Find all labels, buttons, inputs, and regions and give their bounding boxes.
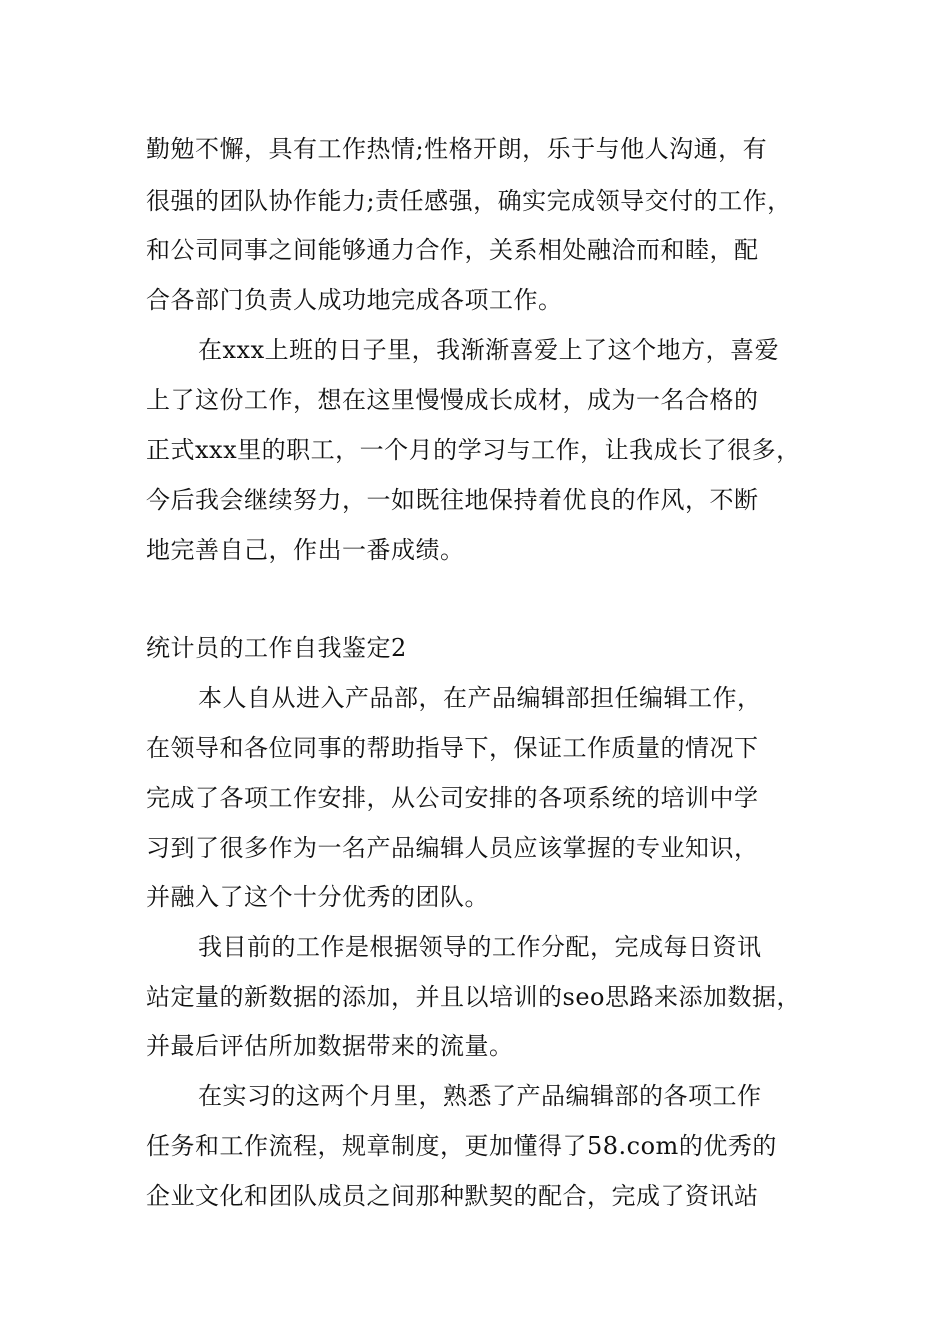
paragraph-line: 很强的团队协作能力;责任感强，确实完成领导交付的工作， (146, 187, 792, 215)
paragraph-line: 我目前的工作是根据领导的工作分配，完成每日资讯 (198, 933, 762, 961)
paragraph-line: 上了这份工作，想在这里慢慢成长成材，成为一名合格的 (146, 386, 759, 414)
paragraph-line: 在实习的这两个月里，熟悉了产品编辑部的各项工作 (198, 1082, 762, 1110)
paragraph-line: 在领导和各位同事的帮助指导下，保证工作质量的情况下 (146, 734, 759, 762)
section-heading: 统计员的工作自我鉴定2 (146, 634, 407, 662)
paragraph-line: 正式xxx里的职工，一个月的学习与工作，让我成长了很多， (146, 436, 801, 464)
paragraph-line: 勤勉不懈，具有工作热情;性格开朗，乐于与他人沟通，有 (146, 135, 768, 163)
paragraph-line: 合各部门负责人成功地完成各项工作。 (146, 286, 563, 314)
paragraph-line: 和公司同事之间能够通力合作，关系相处融洽而和睦，配 (146, 236, 759, 264)
paragraph-line: 本人自从进入产品部，在产品编辑部担任编辑工作， (198, 684, 762, 712)
paragraph-line: 今后我会继续努力，一如既往地保持着优良的作风，不断 (146, 486, 759, 514)
paragraph-line: 企业文化和团队成员之间那种默契的配合，完成了资讯站 (146, 1182, 759, 1210)
paragraph-line: 习到了很多作为一名产品编辑人员应该掌握的专业知识， (146, 834, 759, 862)
paragraph-line: 并最后评估所加数据带来的流量。 (146, 1032, 514, 1060)
paragraph-line: 站定量的新数据的添加，并且以培训的seo思路来添加数据， (146, 983, 801, 1011)
paragraph-line: 在xxx上班的日子里，我渐渐喜爱上了这个地方，喜爱 (198, 336, 780, 364)
paragraph-line: 地完善自己，作出一番成绩。 (146, 536, 465, 564)
paragraph-line: 任务和工作流程，规章制度，更加懂得了58.com的优秀的 (146, 1132, 777, 1160)
paragraph-line: 完成了各项工作安排，从公司安排的各项系统的培训中学 (146, 784, 759, 812)
paragraph-line: 并融入了这个十分优秀的团队。 (146, 883, 489, 911)
